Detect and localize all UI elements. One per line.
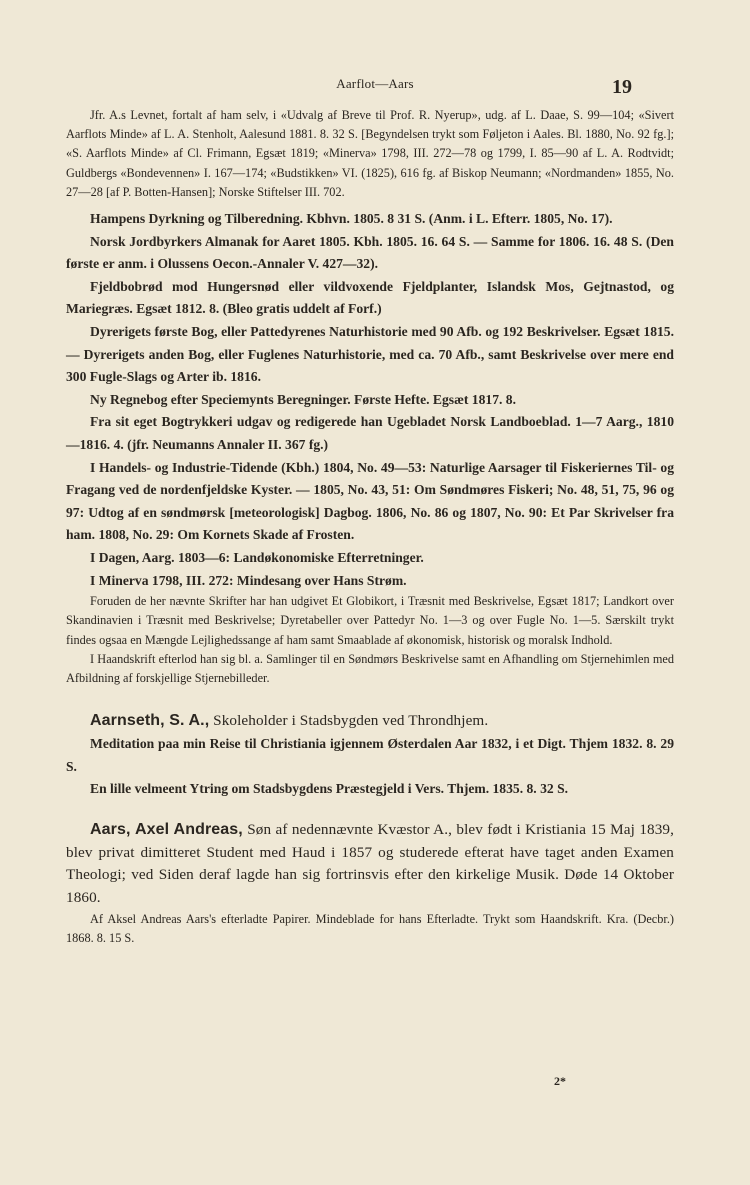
entry-hampens-dyrkning: Hampens Dyrkning og Tilberedning. Kbhvn. 1805. 8 31 S. (Anm. i L. Efterr. 1805, No. 17).: [90, 211, 613, 227]
aarnseth-work-ytring: En lille velmeent Ytring om Stadsbygdens Præstegjeld i Vers. Thjem. 1835. 8. 32 S.: [90, 781, 569, 797]
entry-handels-tidende: I Handels- og Industrie-Tidende (Kbh.) 1804, No. 49—53: Naturlige Aarsager til Fiskeriernes Til- og Fragang ved de nordenfjeldske Kyster. — 1805, No. 43, 51: Om Søndmøres Fiskeri; No. 48, 51, 75, 96 og 97: Udtog af en søndmørsk [meteorologisk] Dagbog. 1806, No. 86 og 1807, No. 90: Et Par Skrivelser fra ham. 1808, No. 29: Om Kornets Skade af Frosten.: [66, 459, 674, 543]
aars-biography: [66, 819, 674, 910]
aars-source: Af Aksel Andreas Aars's efterladte Papirer. Mindeblade for hans Efterladte. Trykt som Haandskrift. Kra. (Decbr.) 1868. 8. 15 S.: [66, 911, 674, 946]
entry-fjeldbobrod: Fjeldbobrød mod Hungersnød eller vildvoxende Fjeldplanter, Islandsk Mos, Gejtnastod, og Mariegræs. Egsæt 1812. 8. (Bleo gratis uddelt af Forf.): [66, 278, 674, 317]
aarnseth-description: Skoleholder i Stadsbygden ved Throndhjem.: [213, 712, 489, 730]
entry-dyrerigets-bog: Dyrerigets første Bog, eller Pattedyrenes Naturhistorie med 90 Afb. og 192 Beskrivelser. Egsæt 1815. — Dyrerigets anden Bog, eller Fuglenes Naturhistorie, med ca. 70 Afb., samt Beskrivelse over mere end 300 Fugle-Slags og Arter ib. 1816.: [66, 323, 674, 385]
manuscript-paragraph: I Haandskrift efterlod han sig bl. a. Samlinger til en Søndmørs Beskrivelse samt en Afhandling om Stjernehimlen med Afbildning af forskjellige Stjernebilleder.: [66, 651, 674, 685]
running-head: Aarflot—Aars: [336, 76, 414, 91]
other-writings-paragraph: Foruden de her nævnte Skrifter har han udgivet Et Globikort, i Træsnit med Beskrivelse, Egsæt 1817; Landkort over Skandinavien i Træsnit med Beskrivelse; Dyretabeller over Pattedyr No. 1—3 og over Fugle No. 1—5. Særskilt trykt findes ogsaa en Mængde Lejlighedssange af ham samt Smaablade af økonomisk, historisk og moralsk Indhold.: [66, 594, 674, 647]
entry-dagen: I Dagen, Aarg. 1803—6: Landøkonomiske Efterretninger.: [90, 549, 424, 565]
signature-mark: 2*: [554, 1074, 566, 1088]
aarnseth-work-meditation: Meditation paa min Reise til Christiania igjennem Østerdalen Aar 1832, i et Digt. Thjem 1832. 8. 29 S.: [66, 735, 674, 774]
entry-regnebog: Ny Regnebog efter Speciemynts Beregninger. Første Hefte. Egsæt 1817. 8.: [90, 391, 516, 407]
entry-landboeblad: Fra sit eget Bogtrykkeri udgav og redigerede han Ugebladet Norsk Landboeblad. 1—7 Aarg., 1810—1816. 4. (jfr. Neumanns Annaler II. 367 fg.): [66, 414, 674, 452]
literature-references: Jfr. A.s Levnet, fortalt af ham selv, i «Udvalg af Breve til Prof. R. Nyerup», udg. af L. Daae, S. 99—104; «Sivert Aarflots Minde» af L. A. Stenholt, Aalesund 1881. 8. 32 S. [Begyndelsen trykt som Føljeton i Aales. Bl. 1880, No. 92 fg.]; «S. Aarflots Minde» af Cl. Frimann, Egsæt 1819; «Minerva» 1798, III. 272—78 og 1799, I. 85—90 af L. A. Rodtvidt; Guldbergs «Bondevennen» I. 167—174; «Budstikken» VI. (1825), 616 fg. af Biskop Neumann; «Nordmanden» 1855, No. 27—28 [af P. Botten-Hansen]; Norske Stiftelser III. 702.: [66, 108, 674, 199]
aarnseth-heading: [66, 710, 674, 733]
entry-almanak: Norsk Jordbyrkers Almanak for Aaret 1805. Kbh. 1805. 16. 64 S. — Samme for 1806. 16. 48 S. (Den første er anm. i Olussens Oecon.-Annaler V. 427—32).: [66, 233, 674, 272]
aarnseth-name: Aarnseth, S. A.,: [90, 712, 210, 730]
entry-minerva: I Minerva 1798, III. 272: Mindesang over Hans Strøm.: [90, 572, 407, 588]
aars-name: Aars, Axel Andreas,: [90, 820, 243, 838]
aars-bio-text: Søn af nedennævnte Kvæstor A., blev født i Kristiania 15 Maj 1839, blev privat dimitteret Student med Haud i 1857 og studerede efterat have taget anden Examen Theologi; ved Siden deraf lagde han sig fortrinsvis efter den kirkelige Musik. Døde 14 Oktober 1860.: [66, 820, 674, 907]
page-content: [66, 106, 674, 948]
page-number: 19: [612, 76, 632, 98]
